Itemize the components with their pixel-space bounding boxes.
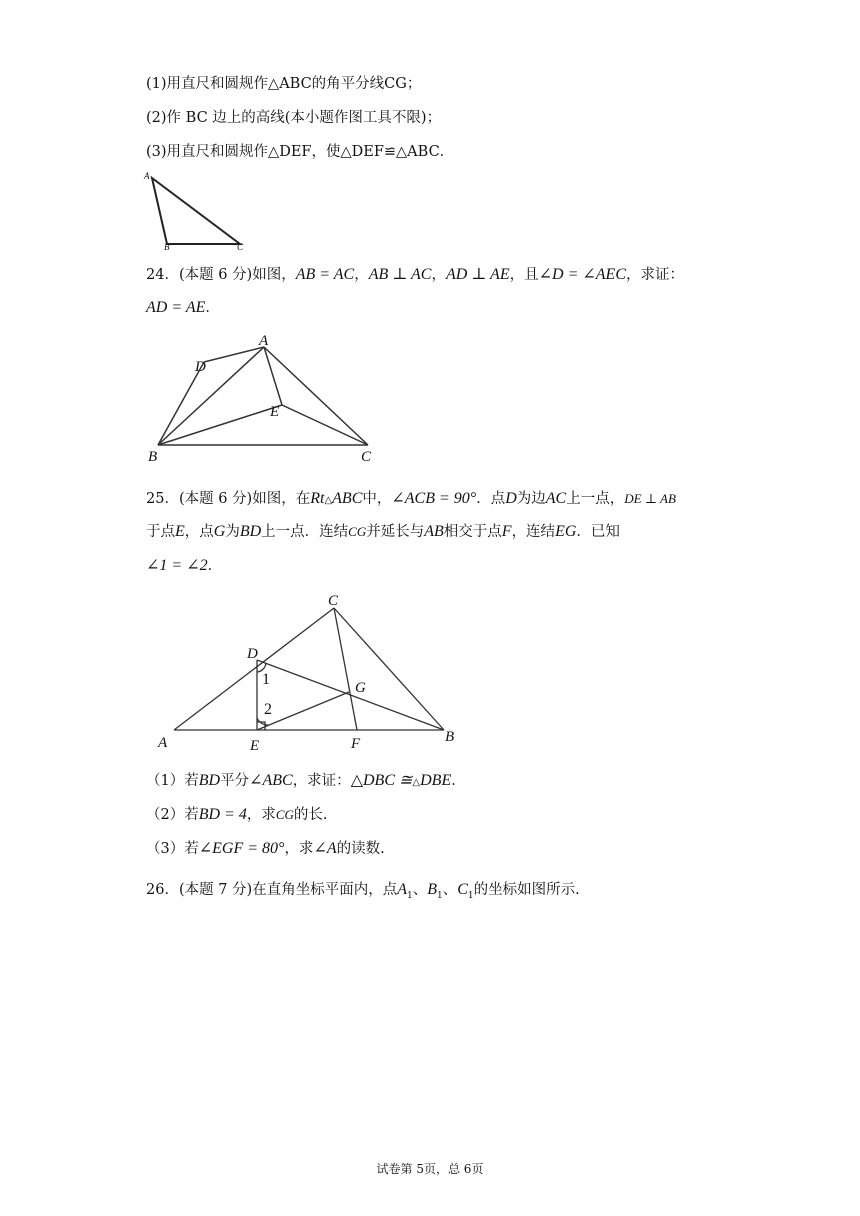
q25-subquestion-1: （1）若BD平分∠ABC，求证：△DBC ≅△DBE． — [146, 772, 466, 789]
fig1-label-b: B — [164, 242, 170, 252]
figure-triangle-abc — [140, 168, 250, 252]
fig1-label-c: C — [237, 242, 244, 252]
task-line-1: (1)用直尺和圆规作△ABC的角平分线CG； — [146, 76, 422, 92]
fig24-label-d: D — [195, 359, 206, 375]
q26-statement: 26．(本题 7 分)在直角坐标平面内，点$A_1$、$B_1$、$C_1$的坐标如图所示. — [146, 881, 580, 901]
task-line-2: (2)作 BC 边上的高线(本小题作图工具不限)； — [146, 110, 442, 126]
fig25-label-b: B — [445, 729, 455, 745]
q25-statement-line-3: ∠1 = ∠2． — [146, 557, 223, 574]
q24-statement: 24．(本题 6 分)如图，AB = AC，AB ⊥ AC，AD ⊥ AE，且∠D = ∠AEC，求证： — [146, 266, 684, 283]
fig25-label-angle-2: 2 — [264, 701, 272, 718]
q25-subquestion-2: （2）若BD = 4，求CG的长. — [146, 806, 328, 823]
fig25-label-angle-1: 1 — [262, 671, 270, 688]
q25-statement-line-2: 于点E，点G为BD上一点．连结CG并延长与AB相交于点F，连结EG．已知 — [146, 523, 620, 540]
fig24-label-b: B — [148, 449, 158, 465]
page-footer: 试卷第 5页，总 6页 — [376, 1162, 484, 1176]
fig25-label-a: A — [158, 735, 168, 751]
q24-conclusion: AD = AE． — [146, 299, 220, 316]
figure-q24 — [140, 330, 390, 470]
fig25-label-e: E — [250, 738, 260, 754]
fig24-label-c: C — [361, 449, 372, 465]
q25-statement-line-1: 25．(本题 6 分)如图，在Rt△ABC中，∠ACB = 90°．点D为边AC上一点，DE ⊥ AB — [146, 490, 676, 507]
fig25-label-f: F — [351, 736, 361, 752]
fig24-label-a: A — [259, 333, 269, 349]
task-line-3: (3)用直尺和圆规作△DEF，使△DEF≌△ABC． — [146, 144, 455, 160]
fig25-label-c: C — [328, 593, 339, 609]
fig25-label-g: G — [355, 680, 366, 696]
figure-q25 — [150, 588, 470, 758]
fig1-label-a: A — [144, 171, 150, 181]
fig25-label-d: D — [247, 646, 258, 662]
fig24-label-e: E — [270, 404, 280, 420]
q25-subquestion-3: （3）若∠EGF = 80°，求∠A的读数. — [146, 840, 385, 857]
